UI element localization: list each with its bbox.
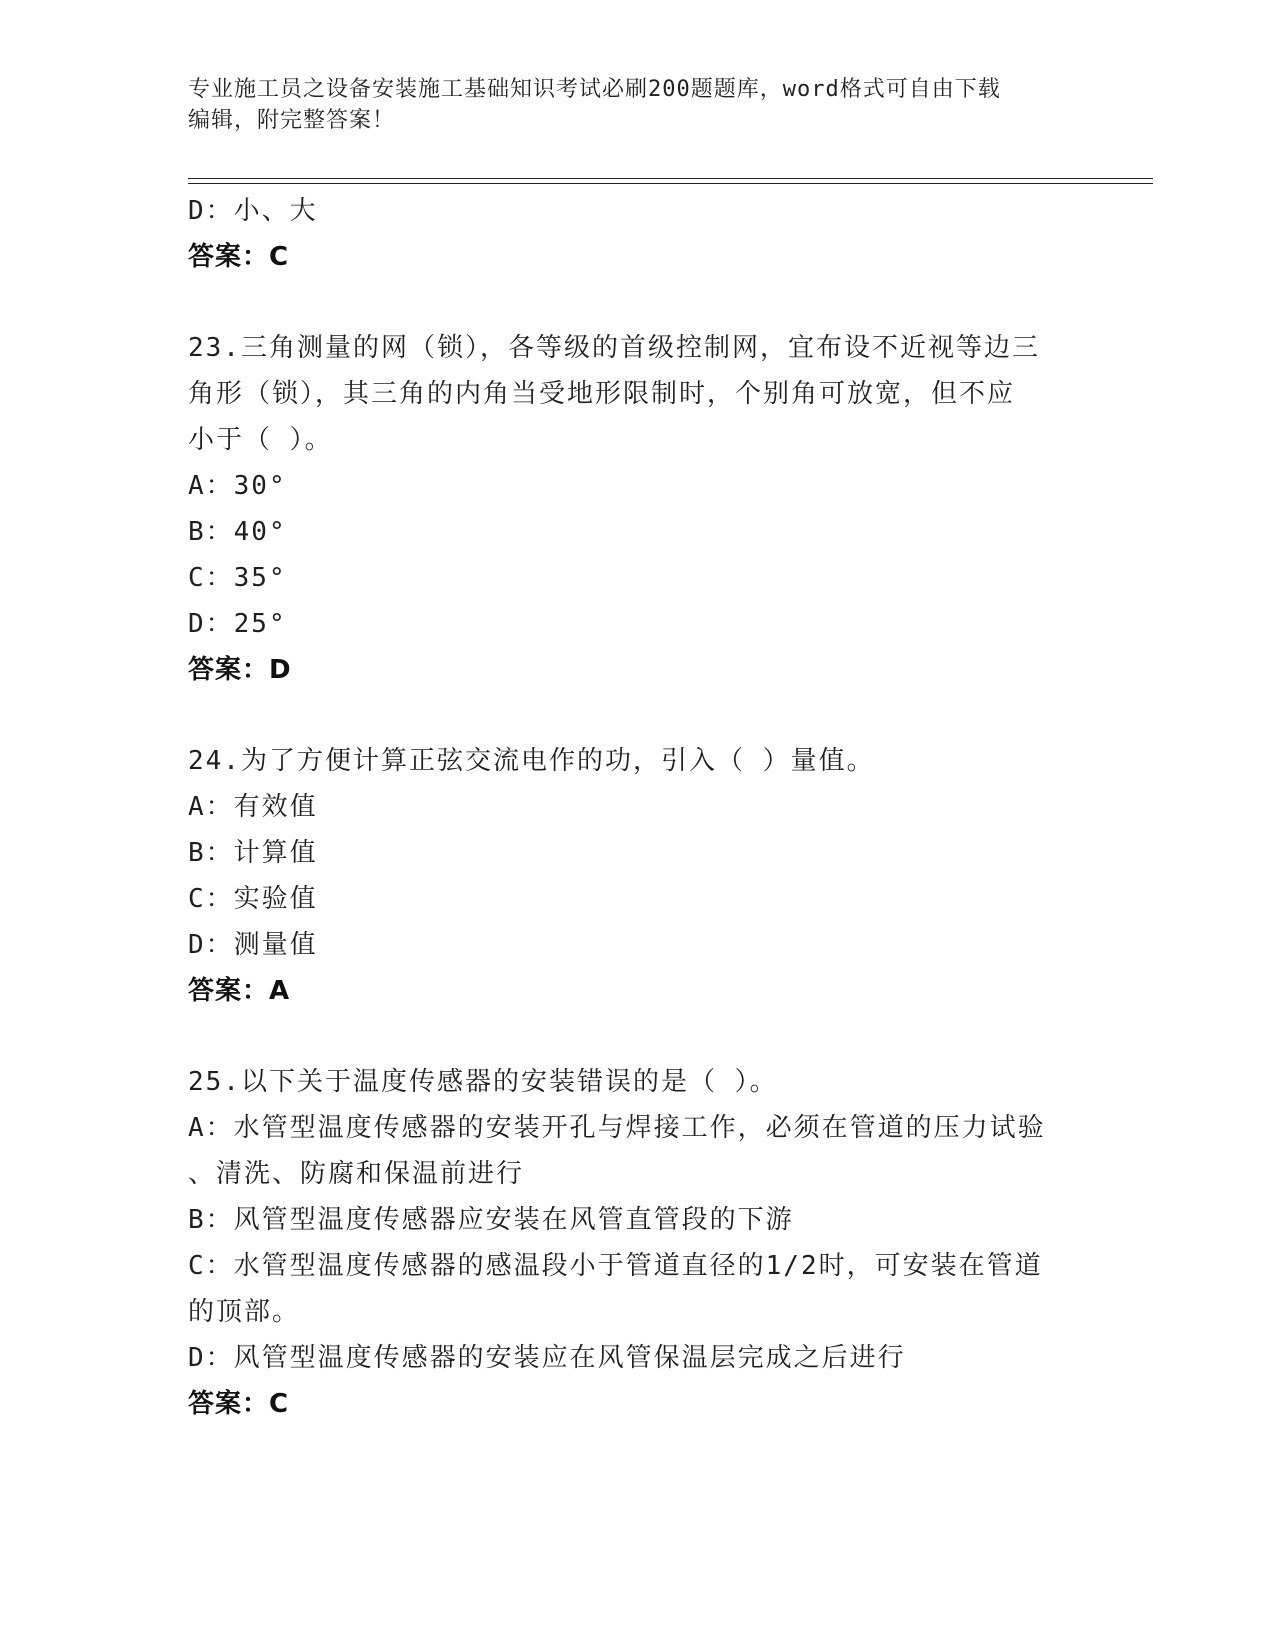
answer-line: 答案：D <box>188 655 292 685</box>
spacer <box>188 280 1088 325</box>
answer-line: 答案：C <box>188 242 290 272</box>
option-d: D：风管型温度传感器的安装应在风管保温层完成之后进行 <box>188 1343 906 1373</box>
spacer <box>188 1014 1088 1059</box>
option-a: A：有效值 <box>188 792 318 822</box>
header-divider-bottom <box>188 183 1153 184</box>
question-stem-line: 小于（ ）。 <box>188 425 333 455</box>
option-d: D：25° <box>188 609 287 639</box>
option-b: B：风管型温度传感器应安装在风管直管段的下游 <box>188 1205 794 1235</box>
option-b: B：40° <box>188 517 287 547</box>
question-23 <box>188 325 1088 693</box>
question-stem-line: 25.以下关于温度传感器的安装错误的是（ ）。 <box>188 1067 778 1097</box>
document-header <box>188 74 1088 136</box>
question-stem-line: 角形（锁），其三角的内角当受地形限制时，个别角可放宽，但不应 <box>188 379 1016 409</box>
question-25 <box>188 1059 1088 1427</box>
answer-line: 答案：C <box>188 1389 290 1419</box>
page-content <box>188 188 1088 1427</box>
option-d: D：小、大 <box>188 196 318 226</box>
option-b: B：计算值 <box>188 838 318 868</box>
previous-question-tail <box>188 188 1088 280</box>
header-divider-top <box>188 178 1153 179</box>
option-a-continued: 、清洗、防腐和保温前进行 <box>188 1159 525 1189</box>
option-c: C：实验值 <box>188 884 318 914</box>
question-stem-line: 23.三角测量的网（锁），各等级的首级控制网，宜布设不近视等边三 <box>188 333 1040 363</box>
option-c: C：35° <box>188 563 287 593</box>
option-a: A：水管型温度传感器的安装开孔与焊接工作，必须在管道的压力试验 <box>188 1113 1046 1143</box>
option-a: A：30° <box>188 471 287 501</box>
header-line-2: 编辑，附完整答案！ <box>188 108 396 133</box>
spacer <box>188 693 1088 738</box>
option-c-continued: 的顶部。 <box>188 1297 301 1327</box>
question-24 <box>188 738 1088 1014</box>
option-c: C：水管型温度传感器的感温段小于管道直径的1/2时，可安装在管道 <box>188 1251 1043 1281</box>
question-stem-line: 24.为了方便计算正弦交流电作的功，引入（ ）量值。 <box>188 746 875 776</box>
option-d: D：测量值 <box>188 930 318 960</box>
header-line-1: 专业施工员之设备安装施工基础知识考试必刷200题题库，word格式可自由下载 <box>188 77 1001 102</box>
answer-line: 答案：A <box>188 976 291 1006</box>
